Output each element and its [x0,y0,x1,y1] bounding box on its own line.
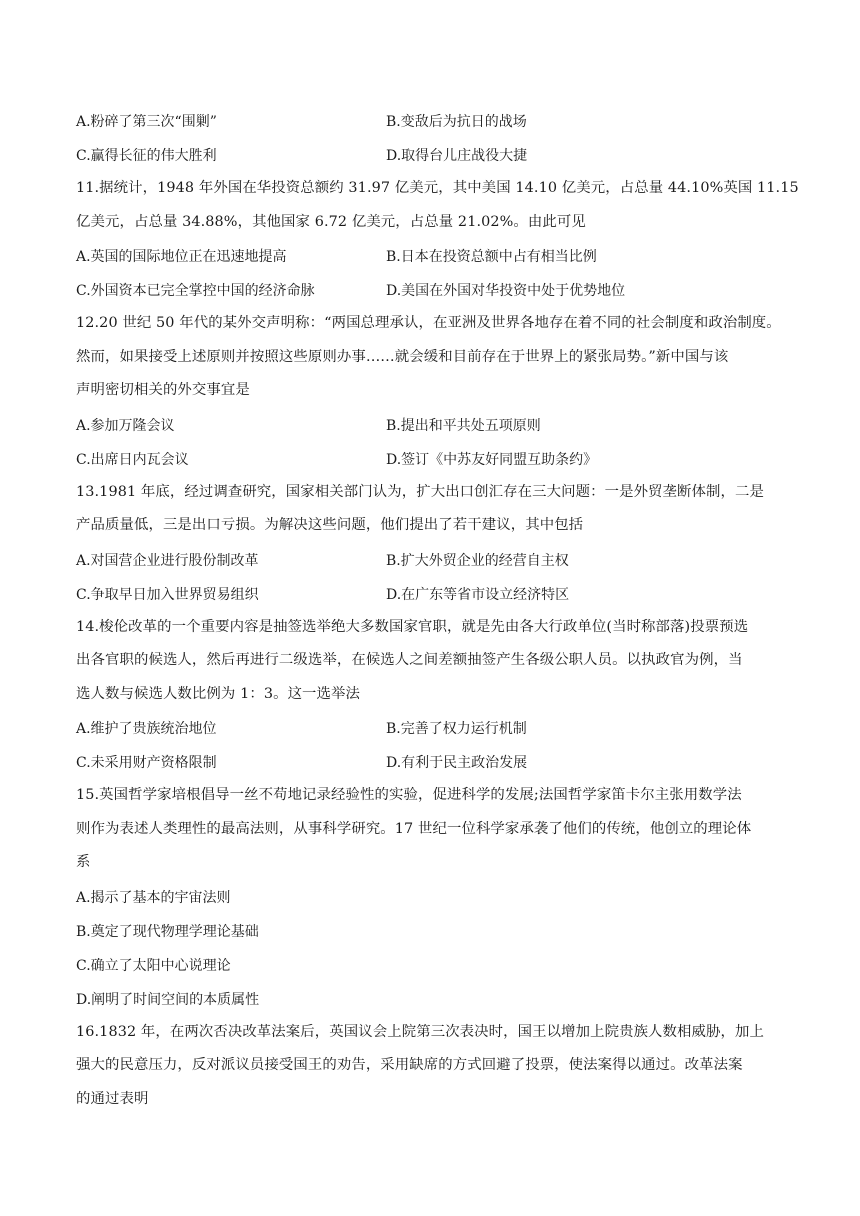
question-line: 强大的民意压力，反对派议员接受国王的劝告，采用缺席的方式回避了投票，使法案得以通过。改革法案 [76,1057,743,1073]
question-line: 产品质量低，三是出口亏损。为解决这些问题，他们提出了若干建议，其中包括 [76,517,584,533]
option-c: C.外国资本已完全掌控中国的经济命脉 [76,283,315,299]
option-c: C.确立了太阳中心说理论 [76,957,231,974]
option-c: C.赢得长征的伟大胜利 [76,148,217,164]
question-13 [76,476,816,543]
question-line: 则作为表述人类理性的最高法则，从事科学研究。17 世纪一位科学家承袭了他们的传统，他创立的理论体 [76,820,752,837]
answer-options [76,982,816,1016]
answer-options [76,880,816,914]
answer-options [76,711,816,745]
option-a: A.维护了贵族统治地位 [76,721,217,737]
option-a: A.粉碎了第三次“围剿” [76,114,217,130]
option-d: D.有利于民主政治发展 [386,755,528,771]
option-b: B.完善了权力运行机制 [386,721,527,737]
question-line: 系 [76,854,91,870]
question-12 [76,307,816,408]
answer-options [76,442,816,476]
question-line: 然而，如果接受上述原则并按照这些原则办事……就会缓和目前存在于世界上的紧张局势。”新中国与该 [76,348,729,365]
option-c: C.未采用财产资格限制 [76,755,217,771]
question-15 [76,779,816,880]
option-d: D.签订《中苏友好同盟互助条约》 [386,451,598,468]
option-c: C.争取早日加入世界贸易组织 [76,586,259,603]
answer-options [76,543,816,577]
question-line: 16.1832 年，在两次否决改革法案后，英国议会上院第三次表决时，国王以增加上院贵族人数相威胁，加上 [76,1023,764,1040]
question-line: 声明密切相关的外交事宜是 [76,382,250,398]
question-line: 的通过表明 [76,1090,149,1107]
answer-options [76,138,816,172]
answer-options [76,914,816,948]
question-line: 14.梭伦改革的一个重要内容是抽签选举绝大多数国家官职，就是先由各大行政单位(当时称部落)投票预选 [76,618,749,635]
question-line: 12.20 世纪 50 年代的某外交声明称：“两国总理承认，在亚洲及世界各地存在着不同的社会制度和政治制度。 [76,315,781,331]
question-line: 15.英国哲学家培根倡导一丝不苟地记录经验性的实验，促进科学的发展;法国哲学家笛卡尔主张用数学法 [76,787,742,803]
option-d: D.在广东等省市设立经济特区 [386,586,570,603]
answer-options [76,239,816,273]
answer-options [76,408,816,442]
option-a: A.英国的国际地位正在迅速地提高 [76,249,287,265]
option-a: A.揭示了基本的宇宙法则 [76,889,231,906]
option-b: B.扩大外贸企业的经营自主权 [386,552,569,569]
question-line: 13.1981 年底，经过调查研究，国家相关部门认为，扩大出口创汇存在三大问题：一是外贸垄断体制，二是 [76,483,764,500]
option-b: B.提出和平共处五项原则 [386,417,541,434]
option-d: D.取得台儿庄战役大捷 [386,148,528,164]
option-b: B.奠定了现代物理学理论基础 [76,923,259,940]
answer-options [76,577,816,611]
option-a: A.参加万隆会议 [76,417,175,434]
answer-options [76,745,816,779]
question-16 [76,1016,816,1117]
question-11 [76,172,816,239]
option-d: D.阐明了时间空间的本质属性 [76,991,260,1008]
question-line: 选人数与候选人数比例为 1：3。这一选举法 [76,685,361,702]
question-line: 出各官职的候选人，然后再进行二级选举，在候选人之间差额抽签产生各级公职人员。以执政官为例，当 [76,652,743,668]
question-line: 亿美元，占总量 34.88%，其他国家 6.72 亿美元，占总量 21.02%。由此可见 [76,213,586,230]
answer-options [76,273,816,307]
question-line: 11.据统计，1948 年外国在华投资总额约 31.97 亿美元，其中美国 14.10 亿美元，占总量 44.10%英国 11.15 [76,180,799,196]
option-b: B.日本在投资总额中占有相当比例 [386,249,597,265]
option-b: B.变敌后为抗日的战场 [386,114,527,130]
option-a: A.对国营企业进行股份制改革 [76,552,259,569]
answer-options [76,104,816,138]
option-d: D.美国在外国对华投资中处于优势地位 [386,283,626,299]
option-c: C.出席日内瓦会议 [76,451,189,468]
exam-page [76,104,816,1116]
question-14 [76,611,816,712]
answer-options [76,948,816,982]
